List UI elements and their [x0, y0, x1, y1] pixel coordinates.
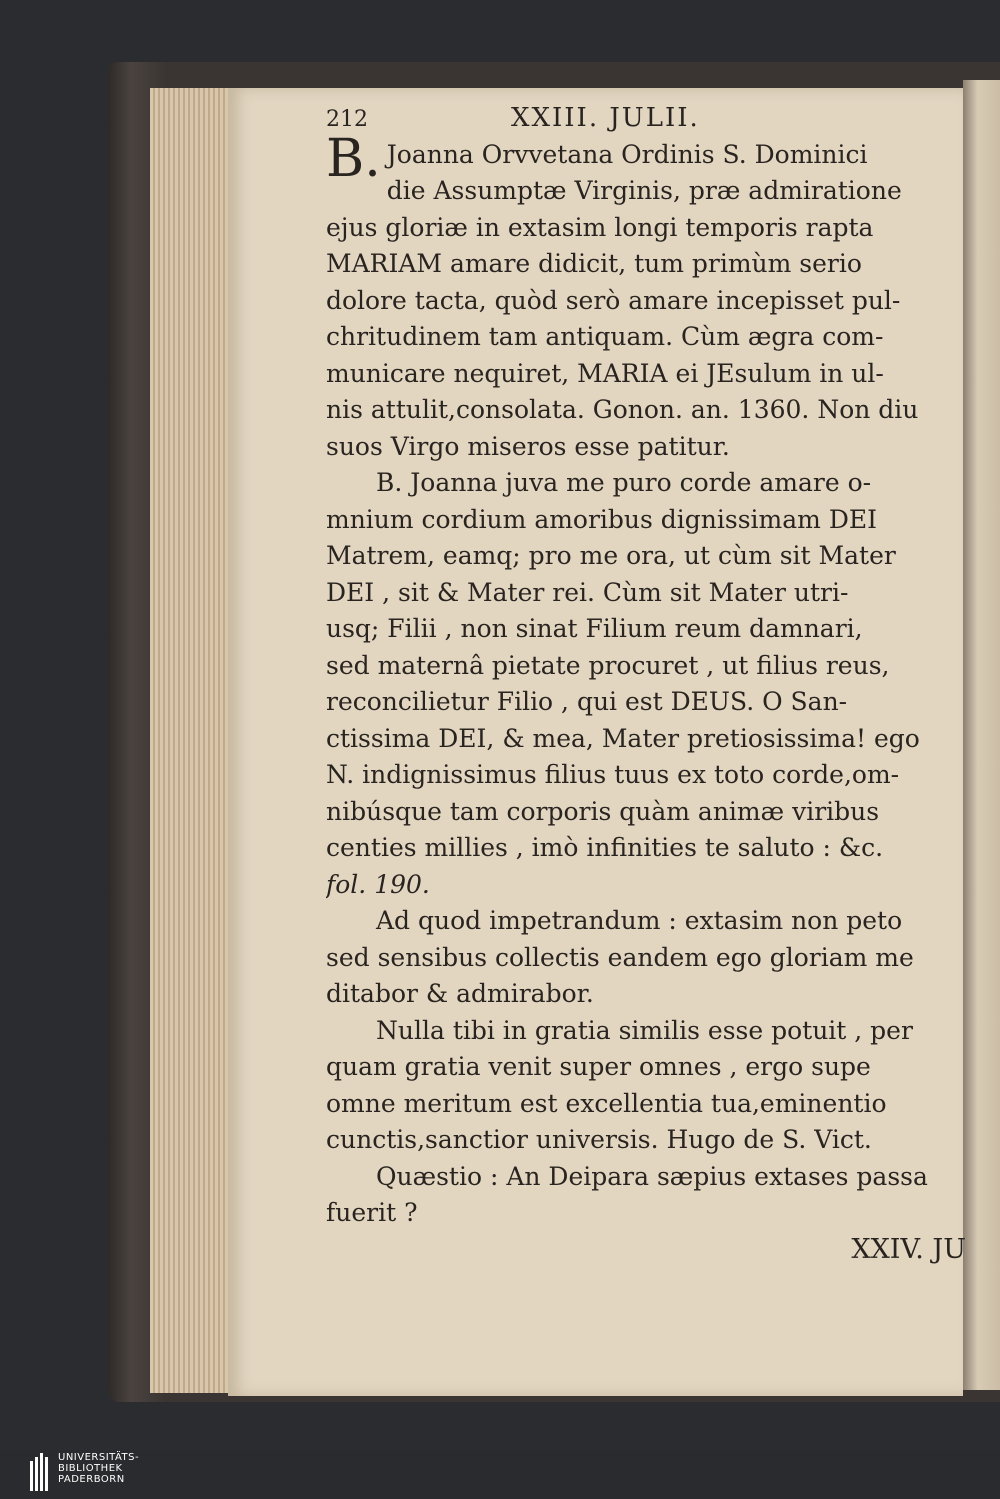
library-logo-text [58, 1452, 139, 1485]
text-line: dolore tacta, quòd serò amare incepisset pul- [326, 285, 901, 315]
text-line: Matrem, eamq; pro me ora, ut cùm sit Mater [326, 541, 896, 570]
text-line: suos Virgo miseros esse patitur. [326, 431, 730, 461]
page-header [326, 100, 966, 137]
text-line: ejus gloriæ in extasim longi temporis rapta [326, 212, 874, 242]
text-line: municare nequiret, MARIA ei JEsulum in ul- [326, 358, 884, 388]
text-line: fol. 190. [326, 869, 430, 899]
text-line: Ad quod impetrandum : extasim non peto [376, 906, 903, 935]
page-text [326, 100, 966, 1268]
library-logo-line: BIBLIOTHEK [58, 1463, 123, 1474]
text-line: mnium cordium amoribus dignissimam DEI [326, 504, 877, 534]
text-line: omne meritum est excellentia tua,eminentio [326, 1088, 887, 1118]
text-line: usq; Filii , non sinat Filium reum damnari, [326, 614, 863, 643]
page-number: 212 [326, 107, 368, 132]
library-logo-icon [30, 1453, 52, 1493]
library-logo-line: UNIVERSITÄTS- [58, 1452, 140, 1463]
running-head: XXIII. JULII. [511, 103, 700, 133]
text-line: ditabor & admirabor. [326, 979, 594, 1008]
text-line: sed sensibus collectis eandem ego gloriam me [326, 942, 914, 972]
facing-page-edge [963, 80, 1000, 1390]
text-line: MARIAM amare didicit, tum primùm serio [326, 249, 862, 278]
text-line: N. indignissimus filius tuus ex toto corde,om- [326, 760, 900, 789]
drop-cap: B. [326, 128, 381, 189]
page-edges [150, 88, 240, 1393]
catchword: XXIV. JU [851, 1233, 966, 1265]
text-line: die Assumptæ Virginis, præ admiratione [386, 176, 902, 205]
text-line: reconcilietur Filio , qui est DEUS. O San- [326, 687, 848, 716]
text-line: nibúsque tam corporis quàm animæ viribus [326, 796, 880, 826]
text-line: nis attulit,consolata. Gonon. an. 1360. Non diu [326, 395, 919, 424]
text-line: fuerit ? [326, 1198, 418, 1227]
text-line: chritudinem tam antiquam. Cùm ægra com- [326, 322, 884, 351]
text-line: ctissima DEI, & mea, Mater pretiosissima! ego [326, 723, 920, 753]
text-line: quam gratia venit super omnes , ergo supe [326, 1052, 871, 1081]
text-line: centies millies , imò infinities te saluto : &c. [326, 833, 884, 862]
library-logo-line: PADERBORN [58, 1474, 125, 1485]
catchword-line [326, 1232, 966, 1269]
text-line: B. Joanna juva me puro corde amare o- [376, 468, 872, 497]
text-line: Nulla tibi in gratia similis esse potuit , per [376, 1015, 913, 1045]
text-line: cunctis,sanctior universis. Hugo de S. Vict. [326, 1125, 872, 1154]
text-line: Joanna Orvvetana Ordinis S. Dominici [386, 139, 868, 169]
library-logo [30, 1451, 190, 1497]
text-line: Quæstio : An Deipara sæpius extases passa [376, 1161, 928, 1191]
text-line: DEI , sit & Mater rei. Cùm sit Mater utri- [326, 577, 849, 607]
text-line: sed maternâ pietate procuret , ut filius reus, [326, 650, 890, 680]
